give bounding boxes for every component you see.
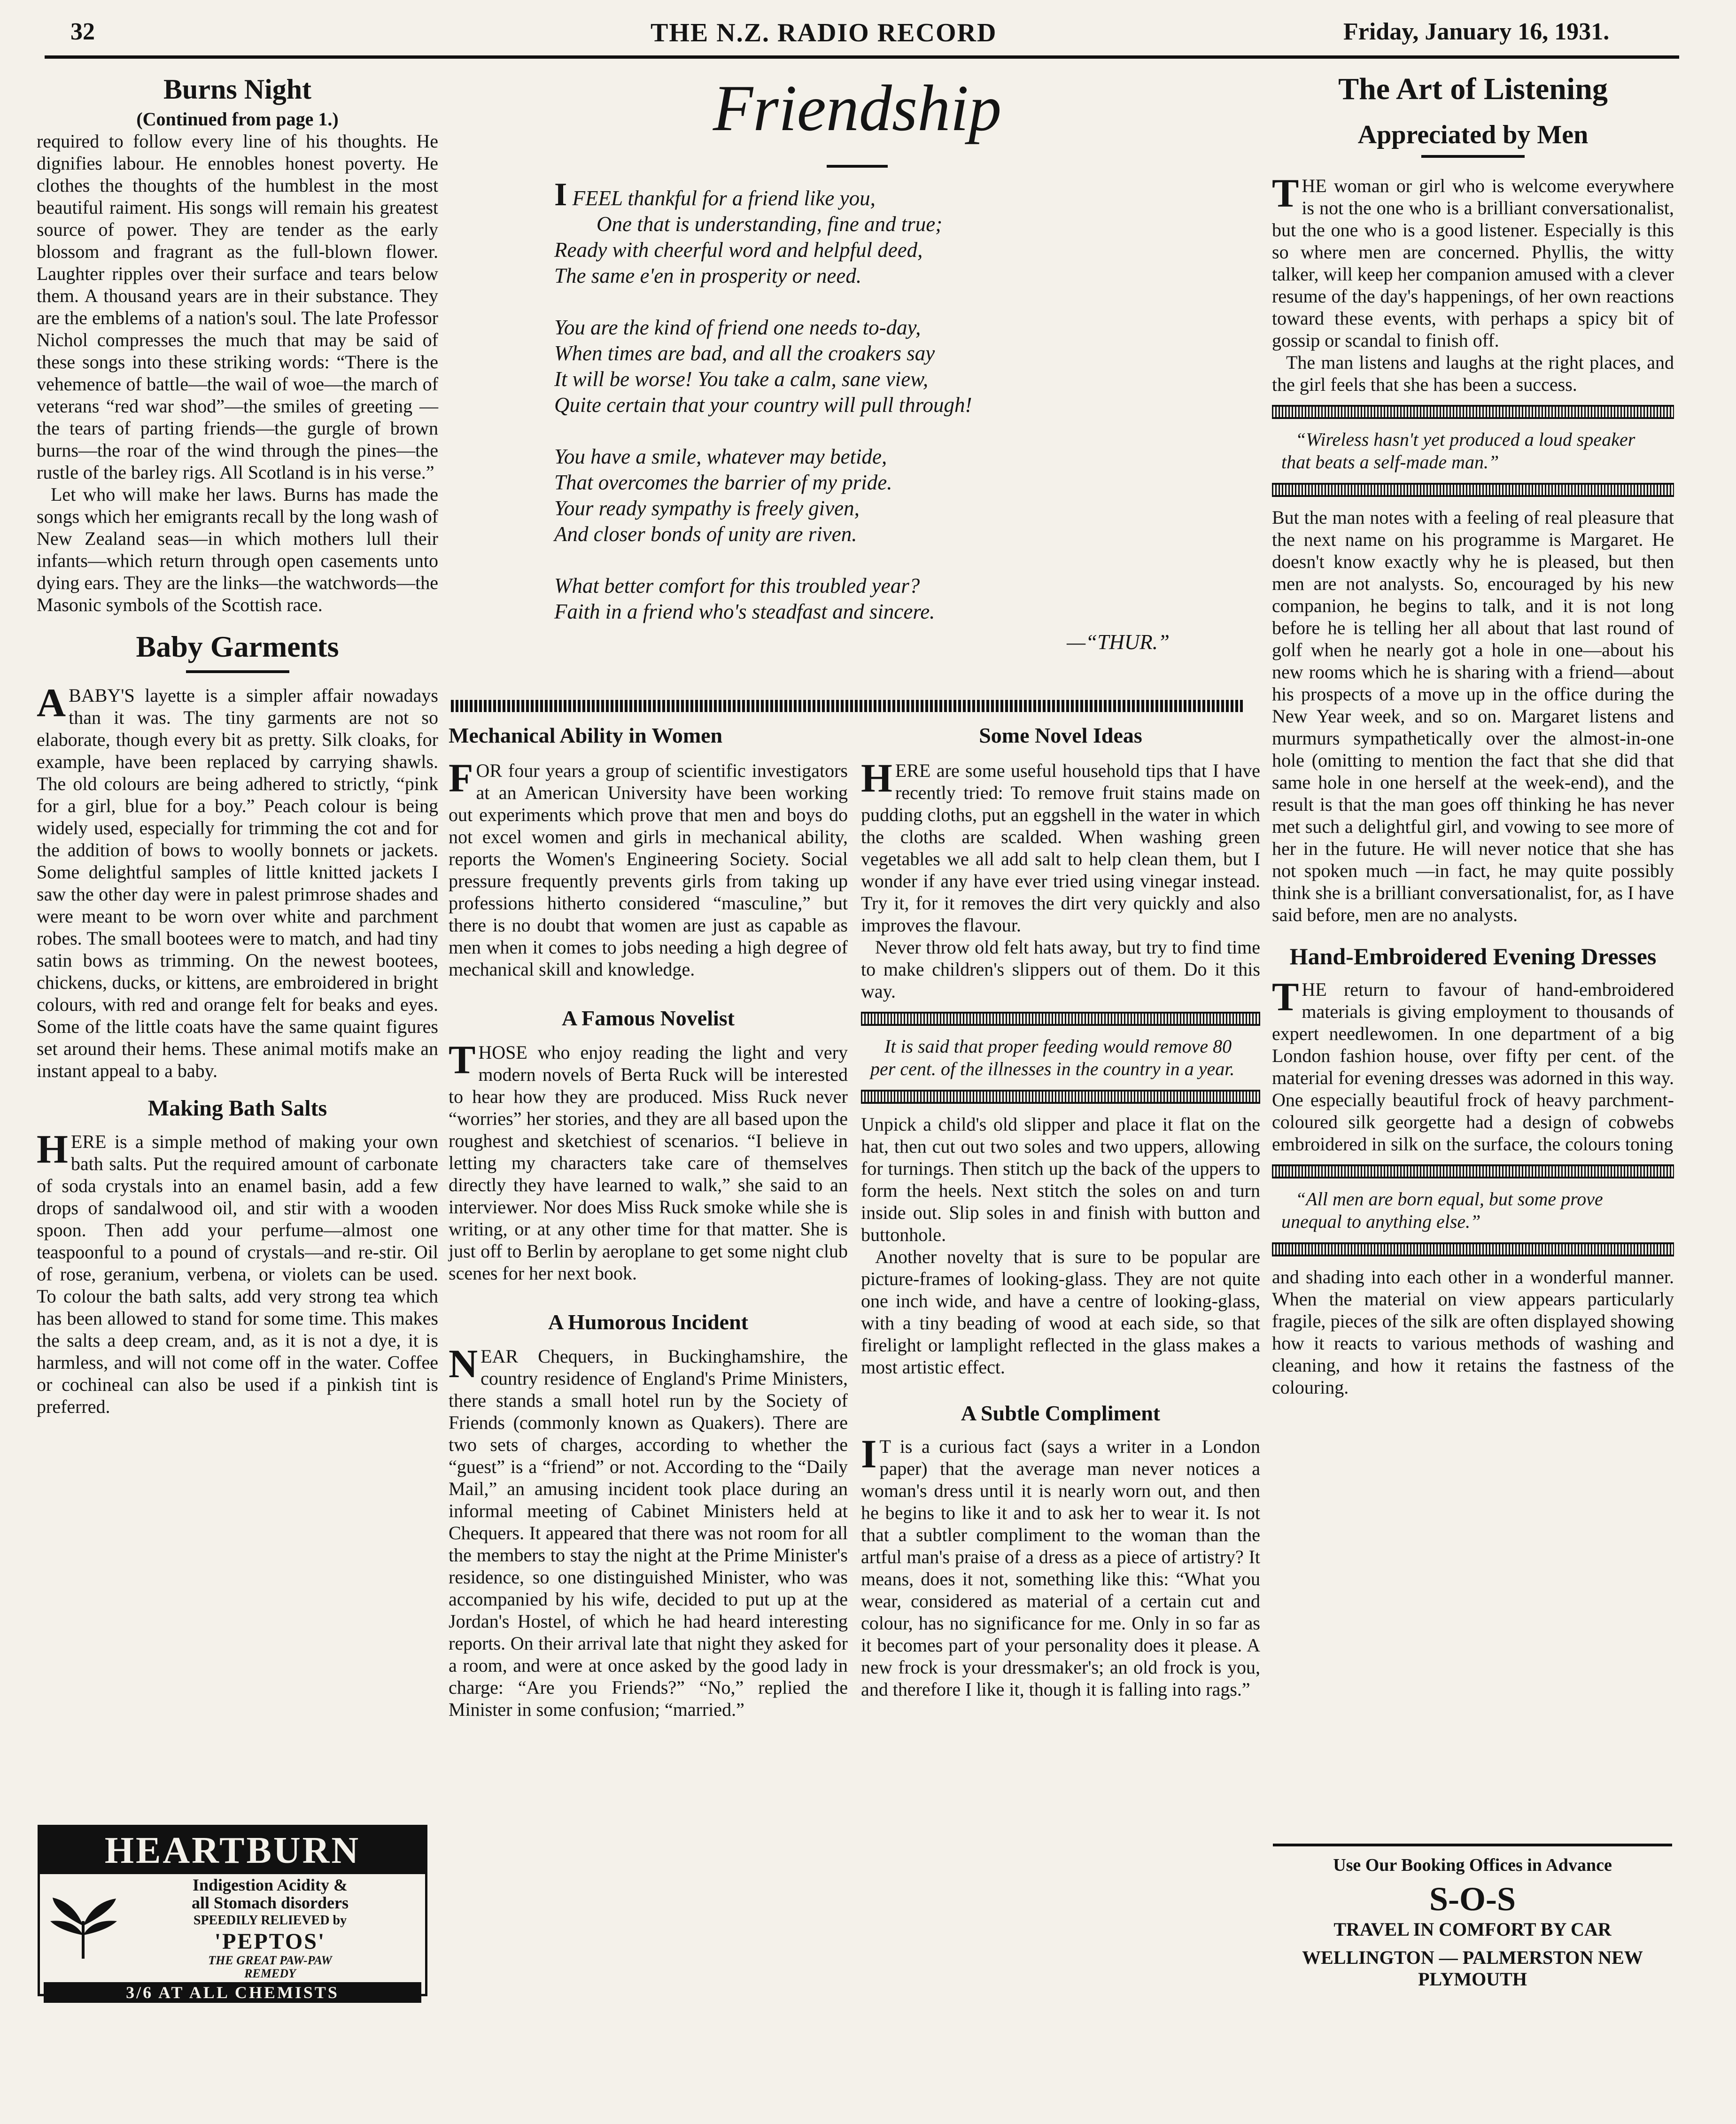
- article-humorous-incident: [449, 1308, 848, 1721]
- poem-signature: —“THUR.”: [1067, 630, 1170, 654]
- stanza: [554, 444, 1263, 547]
- paragraph: The man listens and laughs at the right places, and the girl feels that she has been a success.: [1272, 352, 1674, 395]
- drop-cap: A: [37, 680, 66, 725]
- paragraph: HOSE who enjoy reading the light and very modern novels of Berta Ruck will be interested to hear how they are produced. Miss Ruck never “worries” her stories, and they are all based upon the roughest and sketchiest of scenarios. “I believe in letting my characters take care of themselves directly they have learned to walk,” she said to an interviewer. Nor does Miss Ruck smoke while she is writing, or at any other time for that matter. She is just off to Berlin by aeroplane to get some night club scenes for her next book.: [449, 1042, 848, 1284]
- ad-line: SPEEDILY RELIEVED by: [193, 1913, 347, 1928]
- paragraph: HE return to favour of hand-embroidered materials is giving employment to thousands of expert needlewomen. In one department of a big London fashion house, over fifty per cent. of the material for evening dresses was adorned in this way. One especially beautiful frock of heavy parchment-coloured silk georgette had a design of cobwebs embroidered in silk on the surface, the colours toning: [1272, 979, 1674, 1155]
- heartburn-advertisement: [38, 1825, 427, 2002]
- column-3: [861, 721, 1260, 1700]
- stanza: [554, 315, 1263, 418]
- poem-friendship: [451, 70, 1263, 655]
- ad-line: all Stomach disorders: [191, 1893, 349, 1912]
- pull-quote: It is said that proper feeding would remove 80 per cent. of the illnesses in the country in a year.: [870, 1036, 1235, 1079]
- headline-hand-embroidered: Hand-Embroidered Evening Dresses: [1289, 943, 1657, 969]
- headline-art-of-listening: The Art of Listening: [1338, 72, 1608, 106]
- headline-subtle-compliment: A Subtle Compliment: [961, 1401, 1161, 1425]
- poem-line: What better comfort for this troubled year?: [554, 574, 920, 597]
- masthead: THE N.Z. RADIO RECORD: [651, 18, 997, 47]
- poem-line: Quite certain that your country will pull through!: [554, 393, 972, 417]
- paragraph: But the man notes with a feeling of real pleasure that the next name on his programme is Margaret. He doesn't know exactly why he is pleased, but then men are not analysts. So, encouraged by his new companion, he begins to talk, and it is not long before he is telling her all about that last round of golf when he nearly got a hole in one—about his new rooms which he is sharing with a friend—about his prospects of a move up in the office during the New Year week, and so on. Margaret listens and murmurs sympathetically over the almost-in-one hole (omitting to mention the fact that she did that same hole in one herself at the week-end), and the result is that the man goes off thinking he has never met such a delightful girl, and vowing to see more of her in the future. He will never notice that she has not spoken much —in fact, he may quite possibly think she is a brilliant conversationalist, for, as I have said before, men are no analysts.: [1272, 507, 1674, 925]
- poem-line: The same e'en in prosperity or need.: [554, 264, 862, 287]
- ad-line: WELLINGTON — PALMERSTON NEW PLYMOUTH: [1302, 1947, 1643, 1990]
- drop-cap: T: [1272, 171, 1299, 216]
- drop-cap: H: [37, 1126, 68, 1171]
- poem-line: Ready with cheerful word and helpful deed,: [554, 238, 923, 262]
- poem-line: One that is understanding, fine and true;: [597, 212, 943, 236]
- leaf-icon: [46, 1893, 121, 1963]
- paragraph: EAR Chequers, in Buckinghamshire, the country residence of England's Prime Ministers, there stands a small hotel run by the Society of Friends (commonly known as Quakers). There are two sets of charges, according to whether the “guest” is a “friend” or not. According to the “Daily Mail,” an amusing incident took place during an informal meeting of Cabinet Ministers held at Chequers. It appeared that there was not room for all the members to stay the night at the Prime Minister's residence, so one distinguished Minister, who was accompanied by his wife, decided to put up at the Jordan's Hostel, of which he had heard interesting reports. On their arrival late that night they asked for a room, and were at once asked by the good lady in charge: “Are you Friends?” “No,” replied the Minister in some confusion; “married.”: [449, 1346, 848, 1720]
- headline-novel-ideas: Some Novel Ideas: [979, 723, 1142, 747]
- poem-line: And closer bonds of unity are riven.: [554, 522, 857, 546]
- paragraph: Unpick a child's old slipper and place it flat on the hat, then cut out two soles and two uppers, allowing for turnings. Then stitch up the back of the uppers to form the heels. Next stitch the soles on and turn inside out. Slip soles in and finish with button and buttonhole.: [861, 1114, 1260, 1245]
- column-4: [1272, 70, 1674, 1398]
- divider: [1421, 155, 1525, 158]
- ad-line: Use Our Booking Offices in Advance: [1333, 1855, 1612, 1875]
- article-famous-novelist: [449, 1004, 848, 1284]
- poem-body: [554, 177, 1263, 655]
- article-mechanical-ability: [449, 721, 848, 980]
- headline-mechanical-ability: Mechanical Ability in Women: [449, 723, 723, 747]
- headline-bath-salts: Making Bath Salts: [147, 1096, 327, 1121]
- ad-footer: 3/6 AT ALL CHEMISTS: [44, 1982, 421, 2003]
- sos-advertisement: [1273, 1844, 1672, 1990]
- poem-line: When times are bad, and all the croakers say: [554, 341, 935, 365]
- article-burns-night: [37, 70, 438, 616]
- headline-burns-night: Burns Night: [163, 74, 312, 105]
- article-baby-garments: [37, 628, 438, 1082]
- poem-line: Faith in a friend who's steadfast and sincere.: [554, 600, 935, 623]
- header-rule: [45, 55, 1679, 59]
- ad-line: REMEDY: [244, 1967, 296, 1980]
- drop-cap: N: [449, 1341, 478, 1386]
- pull-quote: “All men are born equal, but some prove unequal to anything else.”: [1281, 1188, 1603, 1232]
- ad-brand: 'PEPTOS': [214, 1929, 326, 1954]
- decorative-border: [1272, 1242, 1674, 1256]
- decorative-border: [1272, 1164, 1674, 1178]
- decorative-border: [861, 1090, 1260, 1104]
- divider: [827, 165, 888, 168]
- poem-line: FEEL thankful for a friend like you,: [572, 186, 876, 210]
- drop-cap: T: [1272, 974, 1299, 1019]
- ad-headline: HEARTBURN: [40, 1827, 425, 1874]
- headline-baby-garments: Baby Garments: [136, 630, 339, 663]
- subheadline-appreciated: Appreciated by Men: [1357, 120, 1589, 149]
- paragraph: OR four years a group of scientific investigators at an American University have been working out experiments which prove that men and boys do not excel women and girls in mechanical ability, reports the Women's Engineering Society. Social pressure frequently prevents girls from taking up professions hitherto considered “masculine,” but there is no doubt that women are just as capable as men when it comes to jobs needing a high degree of mechanical skill and knowledge.: [449, 760, 848, 980]
- ad-line: THE GREAT PAW-PAW: [208, 1953, 332, 1967]
- poem-line: You have a smile, whatever may betide,: [554, 445, 887, 468]
- paragraph: Let who will make her laws. Burns has made the songs which her emigrants recall by the long wash of New Zealand seas—in which mothers lull their infants—which return through open casements unto dying ears. They are the links—the watchwords—the Masonic symbols of the Scottish race.: [37, 484, 438, 615]
- paragraph: ERE are some useful household tips that I have recently tried: To remove fruit stains made on pudding cloths, put an eggshell in the water in which the cloths are scalded. When washing green vegetables we all add salt to help clean them, but I wonder if any have ever tried using vinegar instead. Try it, for it removes the dirt very quickly and also improves the flavour.: [861, 760, 1260, 936]
- paragraph: and shading into each other in a wonderful manner. When the material on view appears particularly fragile, pieces of the silk are often displayed showing how it reacts to various methods of washing and cleaning, and how it retains the fastness of the colouring.: [1272, 1266, 1674, 1398]
- article-novel-ideas: [861, 721, 1260, 1378]
- headline-famous-novelist: A Famous Novelist: [562, 1006, 735, 1030]
- drop-cap: H: [861, 755, 892, 800]
- paragraph: required to follow every line of his thoughts. He dignifies labour. He ennobles honest poverty. He clothes the thoughts of the humblest in the most beautiful raiment. His songs will remain his greatest source of power. They are tender as the early blossom and fragrant as the full-blown flower. Laughter ripples over their surface and tears below them. A thousand years are in their substance. They are the emblems of a nation's soul. The late Professor Nichol compresses the much that may be said of these songs into these striking words: “There is the vehemence of battle—the wail of woe—the march of veterans “red war shod”—the smiles of greeting —the tears of parting friends—the gurgle of brown burns—the roar of the wind through the pines—the rustle of the barley rigs. All Scotland is in his verse.”: [37, 131, 438, 483]
- poem-line: It will be worse! You take a calm, sane view,: [554, 367, 929, 391]
- decorative-border: [451, 700, 1245, 712]
- drop-cap: T: [449, 1037, 476, 1082]
- paragraph: T is a curious fact (says a writer in a London paper) that the average man never notices a woman's dress until it is nearly worn out, and then he begins to like it and to ask her to wear it. Is not that a subtler compliment to the woman than the artful man's praise of a dress as a piece of artistry? It means, does it not, something like this: “What you wear, considered as material of a certain cut and colour, has no significance for me. Only in so far as it becomes part of your personality does it please. A new frock is your dressmaker's; an old frock is you, and therefore I like it, though it is falling into rags.”: [861, 1436, 1260, 1700]
- column-2: [449, 721, 848, 1721]
- drop-cap: I: [861, 1431, 877, 1476]
- headline-humorous-incident: A Humorous Incident: [548, 1310, 749, 1334]
- paragraph: Never throw old felt hats away, but try to find time to make children's slippers out of them. Do it this way.: [861, 937, 1260, 1002]
- ad-brand: S-O-S: [1429, 1880, 1516, 1918]
- paragraph: HE woman or girl who is welcome everywhere is not the one who is a brilliant conversationalist, but the one who is a good listener. Especially is this so where men are concerned. Phyllis, the witty talker, will keep her companion amused with a clever resume of the day's happenings, of her own reactions toward these events, with perhaps a spicy bit of gossip or scandal to finish off.: [1272, 175, 1674, 351]
- paragraph: BABY'S layette is a simpler affair nowadays than it was. The tiny garments are not so elaborate, though every bit as pretty. Silk cloaks, for example, have been replaced by carrying shawls. The old colours are being adhered to strictly, “pink for a girl, blue for a boy.” Peach colour is being widely used, especially for trimming the cot and for the addition of bows to woolly bonnets or jackets. Some delightful samples of little knitted jackets I saw the other day were in palest primrose shades and were meant to be worn over white and parchment robes. The small bootees were to match, and had tiny satin bows as trimming. On the newest bootees, chickens, ducks, or kittens, are embroidered in bright colours, with red and orange felt for beaks and eyes. Some of the little coats have the same quaint figures set around their hems. These animal motifs make an instant appeal to a baby.: [37, 685, 438, 1081]
- divider: [186, 670, 289, 673]
- article-hand-embroidered: [1272, 942, 1674, 1398]
- paragraph: ERE is a simple method of making your own bath salts. Put the required amount of carbonate of soda crystals into an enamel basin, add a few drops of sandalwood oil, and stir with a wooden spoon. Then add your perfume—almost one teaspoonful to a pound of crystals—and re-stir. Oil of rose, geranium, verbena, or violets can be used. To colour the bath salts, add very strong tea which has been allowed to stand for some time. This makes the salts a deep cream, and, as it is not a dye, it is harmless, and will not come off in the water. Coffee or cochineal can also be used if a pinkish tint is preferred.: [37, 1131, 438, 1417]
- article-bath-salts: [37, 1094, 438, 1418]
- decorative-border: [1272, 405, 1674, 419]
- stanza: [554, 177, 1263, 289]
- decorative-border: [1272, 483, 1674, 497]
- poem-line: You are the kind of friend one needs to-day,: [554, 316, 921, 339]
- poem-title: Friendship: [713, 72, 1002, 145]
- continued-note: (Continued from page 1.): [136, 109, 339, 130]
- paragraph: Another novelty that is sure to be popular are picture-frames of looking-glass. They are not quite one inch wide, and have a centre of looking-glass, with a tiny beading of wood at each side, so that firelight or lamplight reflected in the glass makes a most artistic effect.: [861, 1246, 1260, 1378]
- article-art-of-listening: [1272, 70, 1674, 926]
- ad-line: Indigestion Acidity &: [192, 1876, 348, 1894]
- poem-line: That overcomes the barrier of my pride.: [554, 471, 892, 494]
- stanza: [554, 573, 1263, 625]
- pull-quote: “Wireless hasn't yet produced a loud speaker that beats a self-made man.”: [1281, 429, 1635, 473]
- drop-cap: I: [554, 177, 567, 213]
- article-subtle-compliment: [861, 1399, 1260, 1700]
- issue-date: Friday, January 16, 1931.: [1343, 18, 1610, 45]
- column-1: [37, 70, 438, 1418]
- ad-line: TRAVEL IN COMFORT BY CAR: [1333, 1919, 1612, 1940]
- decorative-border: [861, 1012, 1260, 1026]
- drop-cap: F: [449, 755, 473, 800]
- poem-line: Your ready sympathy is freely given,: [554, 496, 860, 520]
- page-number: 32: [70, 18, 95, 45]
